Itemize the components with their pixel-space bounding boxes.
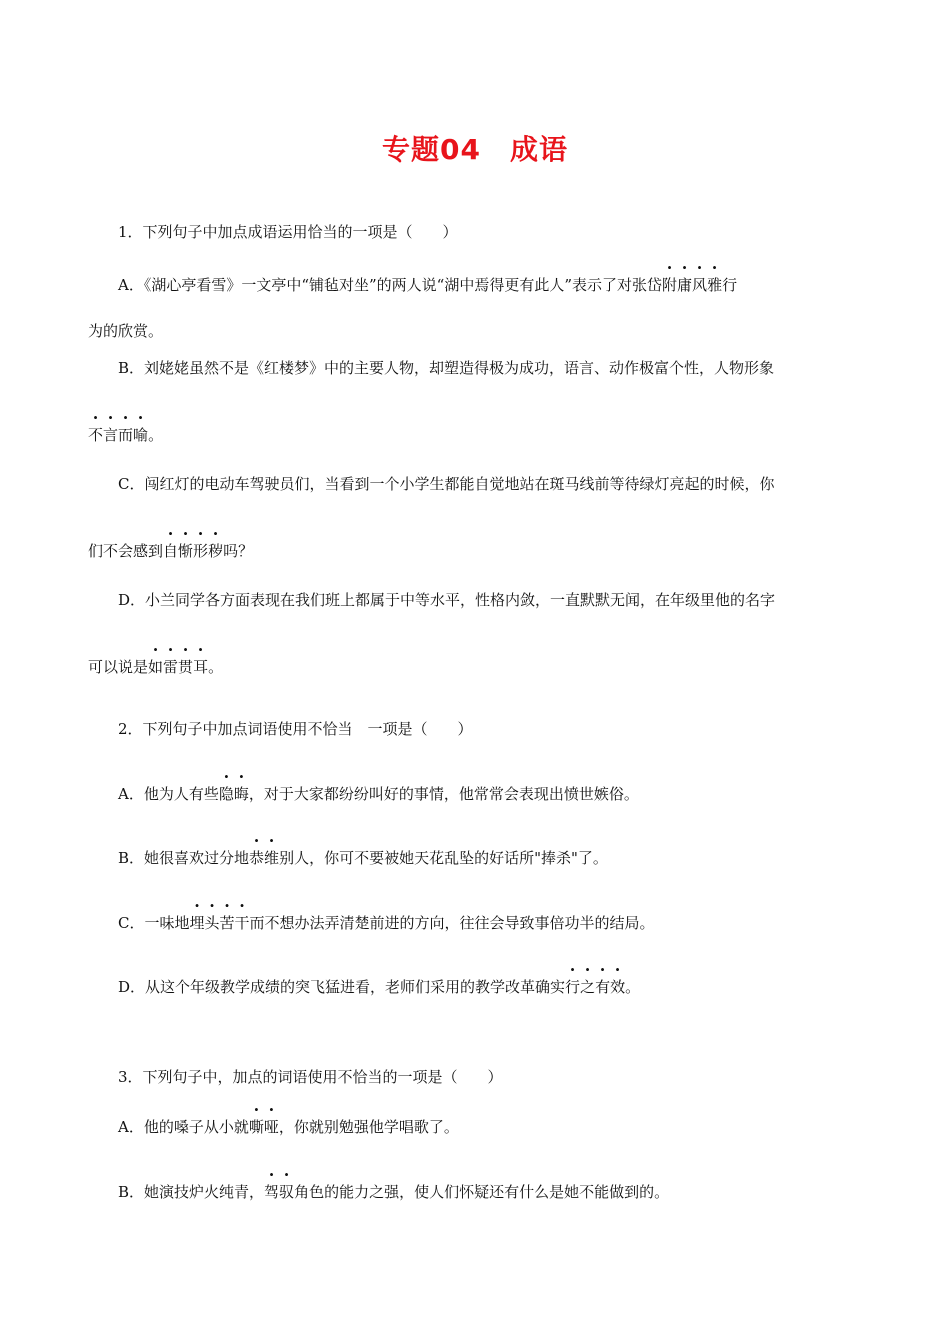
- question-2-option-b: [118, 848, 608, 868]
- page-title: 专题04 成语: [382, 133, 568, 166]
- option-text: 们不会感到: [88, 542, 164, 560]
- question-1-option-a: [118, 275, 737, 295]
- question-1-option-b-continued: [88, 425, 163, 445]
- question-1-option-d-continued: [88, 657, 223, 677]
- option-text: B．她演技炉火纯青，: [118, 1183, 265, 1201]
- question-1-option-b: B．刘姥姥虽然不是《红楼梦》中的主要人物，却塑造得极为成功，语言、动作极富个性，人物形象: [118, 359, 775, 377]
- option-text: ，你就别勉强他学唱歌了。: [278, 1118, 459, 1136]
- question-1-stem: 1．下列句子中加点成语运用恰当的一项是（ ）: [118, 223, 458, 241]
- emphasized-char: 附: [662, 276, 678, 294]
- option-text: A．他的嗓子从小就: [118, 1118, 249, 1136]
- question-2-stem: 2．下列句子中加点词语使用不恰当 一项是（ ）: [118, 720, 473, 738]
- option-text: D．从这个年级教学成绩的突飞猛进看，老师们采用的教学改革确实: [118, 978, 566, 996]
- emphasized-char: 效: [610, 978, 626, 996]
- emphasized-char: 贯: [178, 658, 194, 676]
- emphasized-char: 晦: [233, 785, 249, 803]
- question-1-option-c: C．闯红灯的电动车驾驶员们，当看到一个小学生都能自觉地站在斑马线前等待绿灯亮起的时候，你: [118, 475, 775, 493]
- emphasized-char: 惭: [178, 542, 194, 560]
- emphasized-char: 耳: [193, 658, 209, 676]
- question-1-option-d: D．小兰同学各方面表现在我们班上都属于中等水平，性格内敛，一直默默无闻，在年级里他的名字: [118, 591, 776, 609]
- emphasized-char: 如: [148, 658, 164, 676]
- option-text: 。: [148, 426, 164, 444]
- emphasized-char: 维: [264, 849, 280, 867]
- emphasized-char: 不: [88, 426, 104, 444]
- question-3-option-b: [118, 1182, 669, 1202]
- emphasized-char: 行: [565, 978, 581, 996]
- emphasized-char: 形: [193, 542, 209, 560]
- emphasized-char: 有: [595, 978, 611, 996]
- question-2-option-a: [118, 784, 639, 804]
- question-2-option-c: [118, 913, 655, 933]
- emphasized-char: 风: [692, 276, 708, 294]
- option-text: 可以说是: [88, 658, 149, 676]
- emphasized-char: 秽: [208, 542, 224, 560]
- question-3-option-a: [118, 1117, 459, 1137]
- option-text: A．《湖心亭看雪》一文亭中“铺毡对坐”的两人说“湖中焉得更有此人”表示了对张岱: [118, 276, 663, 294]
- emphasized-char: 头: [204, 914, 220, 932]
- emphasized-char: 嘶: [248, 1118, 264, 1136]
- question-1-option-a-continued: 为的欣赏。: [88, 322, 164, 340]
- option-text: ，对于大家都纷纷叫好的事情，他常常会表现出愤世嫉俗。: [248, 785, 639, 803]
- option-text: 吗？: [223, 542, 254, 560]
- emphasized-char: 庸: [677, 276, 693, 294]
- emphasized-char: 干: [234, 914, 250, 932]
- emphasized-char: 而: [118, 426, 134, 444]
- emphasized-char: 雷: [163, 658, 179, 676]
- emphasized-char: 埋: [189, 914, 205, 932]
- question-1-option-c-continued: [88, 541, 253, 561]
- option-text: 角色的能力之强，使人们怀疑还有什么是她不能做到的。: [294, 1183, 670, 1201]
- option-text: 。: [208, 658, 224, 676]
- option-text: 别人，你可不要被她天花乱坠的好话所"捧杀"了。: [279, 849, 608, 867]
- option-text: A．他为人有些: [118, 785, 219, 803]
- option-text: C．一味地: [118, 914, 190, 932]
- emphasized-char: 驭: [279, 1183, 295, 1201]
- option-text: B．她很喜欢过分地: [118, 849, 250, 867]
- emphasized-char: 喻: [133, 426, 149, 444]
- emphasized-char: 之: [580, 978, 596, 996]
- question-3-stem: 3．下列句子中，加点的词语使用不恰当的一项是（ ）: [118, 1068, 503, 1086]
- option-text: 行: [722, 276, 738, 294]
- emphasized-char: 自: [163, 542, 179, 560]
- emphasized-char: 隐: [218, 785, 234, 803]
- emphasized-char: 恭: [249, 849, 265, 867]
- emphasized-char: 言: [103, 426, 119, 444]
- option-text: 而不想办法弄清楚前进的方向，往往会导致事倍功半的结局。: [249, 914, 655, 932]
- emphasized-char: 雅: [707, 276, 723, 294]
- emphasized-char: 驾: [264, 1183, 280, 1201]
- question-2-option-d: [118, 977, 640, 997]
- emphasized-char: 哑: [263, 1118, 279, 1136]
- option-text: 。: [625, 978, 641, 996]
- emphasized-char: 苦: [219, 914, 235, 932]
